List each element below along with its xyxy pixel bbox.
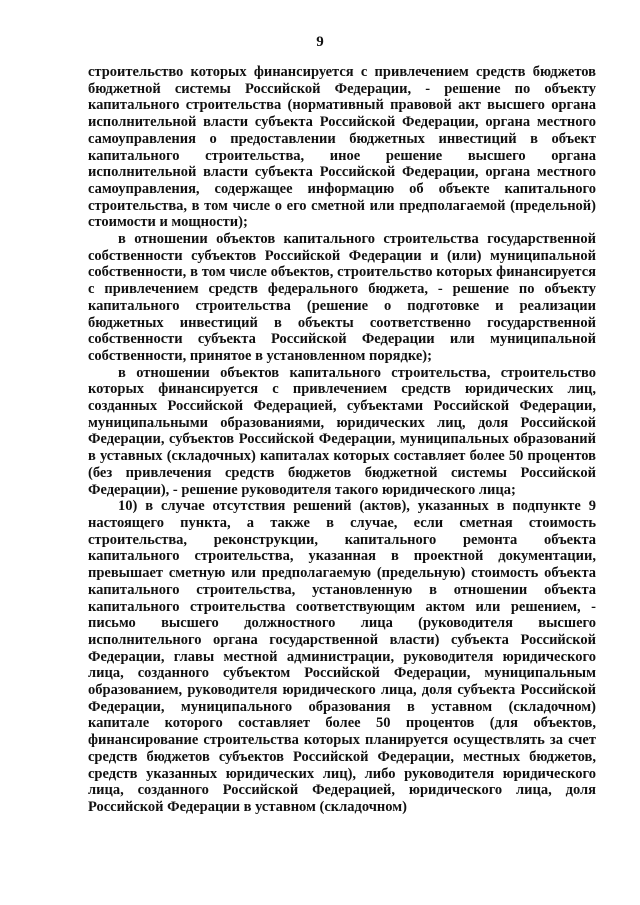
paragraph-continuation: строительство которых финансируется с привлечением средств бюджетов бюджетной системы Российской Федерации, - решение по объекту капитального строительства (нормативный правовой акт высшего органа исполнительной власти субъекта Российской Федерации, органа местного самоуправления о предоставлении бюджетных инвестиций в объект капитального строительства, иное решение высшего органа исполнительной власти субъекта Российской Федерации, органа местного самоуправления, содержащее информацию об объекте капитального строительства, в том числе о его сметной или предполагаемой (предельной) стоимости и мощности); xyxy=(88,64,596,231)
paragraph-item-10: 10) в случае отсутствия решений (актов), указанных в подпункте 9 настоящего пункта, а также в случае, если сметная стоимость строительства, реконструкции, капитального ремонта объекта капитального строительства, указанная в проектной документации, превышает сметную или предполагаемую (предельную) стоимость объекта капитального строительства, установленную в отношении объекта капитального строительства соответствующим актом или решением, - письмо высшего должностного лица (руководителя высшего исполнительного органа государственной власти) субъекта Российской Федерации, главы местной администрации, руководителя юридического лица, созданного субъектом Российской Федерации, муниципальным образованием, руководителя юридического лица, доля субъекта Российской Федерации, муниципального образования в уставном (складочном) капитале которого составляет более 50 процентов (для объектов, финансирование строительства которых планируется осуществлять за счет средств бюджетов субъектов Российской Федерации, местных бюджетов, средств указанных юридических лиц), либо руководителя юридического лица, созданного Российской Федерацией, юридического лица, доля Российской Федерации в уставном (складочном) xyxy=(88,498,596,815)
paragraph-legal-entities-funding: в отношении объектов капитального строительства, строительство которых финансируется с привлечением средств юридических лиц, созданных Российской Федерацией, субъектами Российской Федерации, муниципальными образованиями, юридических лиц, доля Российской Федерации, субъектов Российской Федерации, муниципальных образований в уставных (складочных) капиталах которых составляет более 50 процентов (без привлечения средств бюджетов бюджетной системы Российской Федерации), - решение руководителя такого юридического лица; xyxy=(88,364,596,498)
document-body xyxy=(88,64,596,816)
page-number: 9 xyxy=(316,34,324,50)
paragraph-state-municipal-property: в отношении объектов капитального строительства государственной собственности субъектов Российской Федерации и (или) муниципальной собственности, в том числе объектов, строительство которых финансируется с привлечением средств федерального бюджета, - решение по объекту капитального строительства (решение о подготовке и реализации бюджетных инвестиций в объекты соответственно государственной собственности субъекта Российской Федерации или муниципальной собственности, принятое в установленном порядке); xyxy=(88,231,596,364)
